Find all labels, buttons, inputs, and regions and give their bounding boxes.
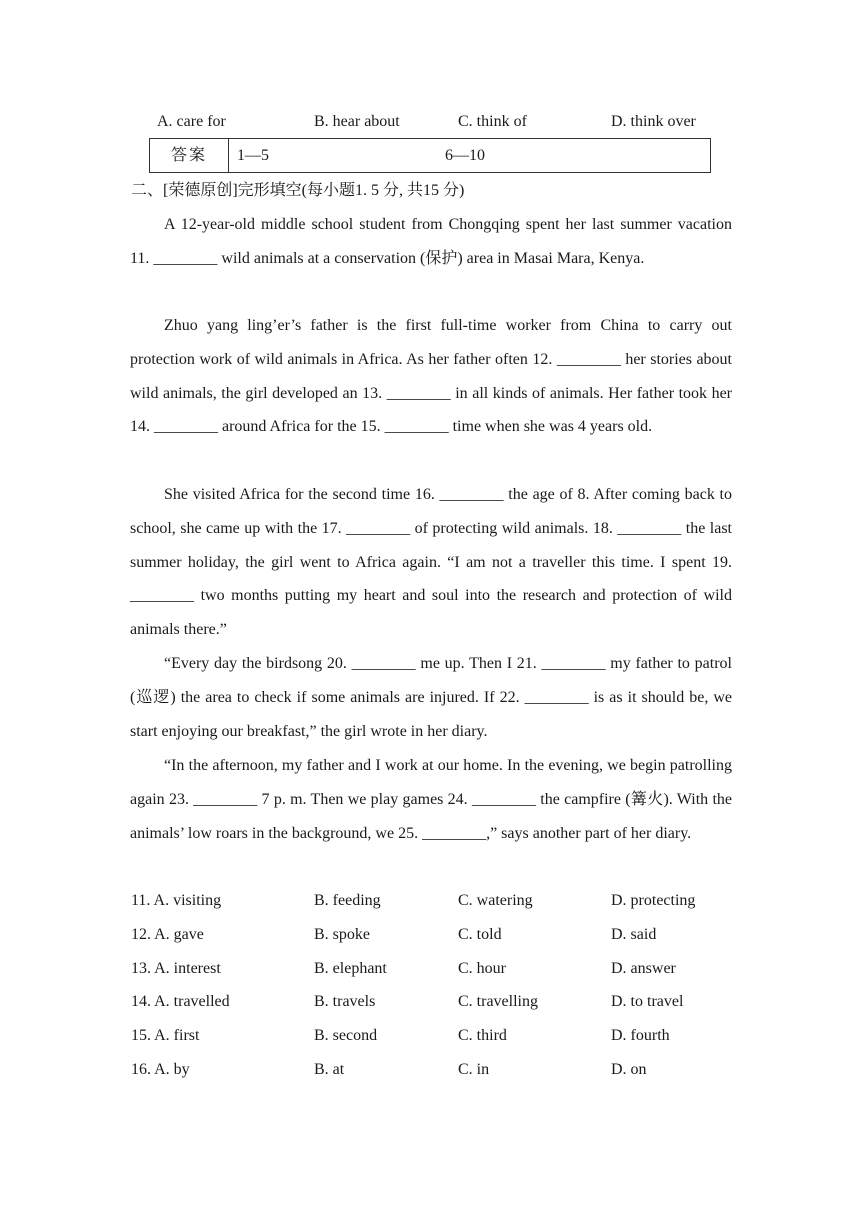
q13-option-a: 13. A. interest <box>131 960 221 977</box>
q14-option-d: D. to travel <box>611 993 684 1010</box>
q16-option-c: C. in <box>458 1061 490 1078</box>
passage-paragraph-5: “In the afternoon, my father and I work at our home. In the evening, we begin patrolling again 23. ________ 7 p. m. Then we play games 24. ________ the campfire (篝火). With the animals’ low roars in the background, we 25. ________,” says another part of her diary. <box>130 757 732 842</box>
question-row-11 <box>0 889 860 913</box>
passage-paragraph-1: A 12-year-old middle school student from Chongqing spent her last summer vacation 11. ________ wild animals at a conservation (保护) area in Masai Mara, Kenya. <box>130 216 732 267</box>
answer-table-cells <box>229 139 711 173</box>
q13-option-b: B. elephant <box>314 960 387 977</box>
question-row-16 <box>0 1058 860 1082</box>
answer-table-label: 答案 <box>150 139 229 173</box>
answer-range-2: 6—10 <box>445 147 485 164</box>
option-c: C. think of <box>458 113 527 130</box>
q15-option-a: 15. A. first <box>131 1027 200 1044</box>
q13-option-c: C. hour <box>458 960 506 977</box>
question-row-14 <box>0 990 860 1014</box>
q11-option-b: B. feeding <box>314 892 381 909</box>
answer-table <box>149 138 711 173</box>
q15-option-b: B. second <box>314 1027 378 1044</box>
q12-option-d: D. said <box>611 926 657 943</box>
question-row-15 <box>0 1024 860 1048</box>
q14-option-b: B. travels <box>314 993 376 1010</box>
q14-option-a: 14. A. travelled <box>131 993 230 1010</box>
option-b: B. hear about <box>314 113 400 130</box>
question-row-12 <box>0 923 860 947</box>
answer-range-1: 1—5 <box>237 147 269 164</box>
q12-option-a: 12. A. gave <box>131 926 204 943</box>
option-a: A. care for <box>157 113 226 130</box>
q15-option-d: D. fourth <box>611 1027 670 1044</box>
q12-option-c: C. told <box>458 926 502 943</box>
q11-option-c: C. watering <box>458 892 533 909</box>
q15-option-c: C. third <box>458 1027 507 1044</box>
q16-option-b: B. at <box>314 1061 345 1078</box>
q12-option-b: B. spoke <box>314 926 370 943</box>
q11-option-d: D. protecting <box>611 892 696 909</box>
q11-option-a: 11. A. visiting <box>131 892 222 909</box>
passage-paragraph-3: She visited Africa for the second time 16. ________ the age of 8. After coming back to school, she came up with the 17. ________ of protecting wild animals. 18. ________ the last summer holiday, the girl went to Africa again. “I am not a traveller this time. I spent 19. ________ two months putting my heart and soul into the research and protection of wild animals there.” <box>130 486 732 639</box>
q13-option-d: D. answer <box>611 960 676 977</box>
question-row-13 <box>0 957 860 981</box>
option-d: D. think over <box>611 113 696 130</box>
prev-question-options <box>0 110 860 134</box>
passage-paragraph-4: “Every day the birdsong 20. ________ me up. Then I 21. ________ my father to patrol (巡逻) the area to check if some animals are injured. If 22. ________ is as it should be, we start enjoying our breakfast,” the girl wrote in her diary. <box>130 655 732 740</box>
passage-paragraph-2: Zhuo yang ling’er’s father is the first full-time worker from China to carry out protection work of wild animals in Africa. As her father often 12. ________ her stories about wild animals, the girl developed an 13. ________ in all kinds of animals. Her father took her 14. ________ around Africa for the 15. ________ time when she was 4 years old. <box>130 317 732 436</box>
q16-option-d: D. on <box>611 1061 647 1078</box>
q16-option-a: 16. A. by <box>131 1061 190 1078</box>
section-heading: 二、[荣德原创]完形填空(每小题1. 5 分, 共15 分) <box>131 182 465 199</box>
q14-option-c: C. travelling <box>458 993 538 1010</box>
